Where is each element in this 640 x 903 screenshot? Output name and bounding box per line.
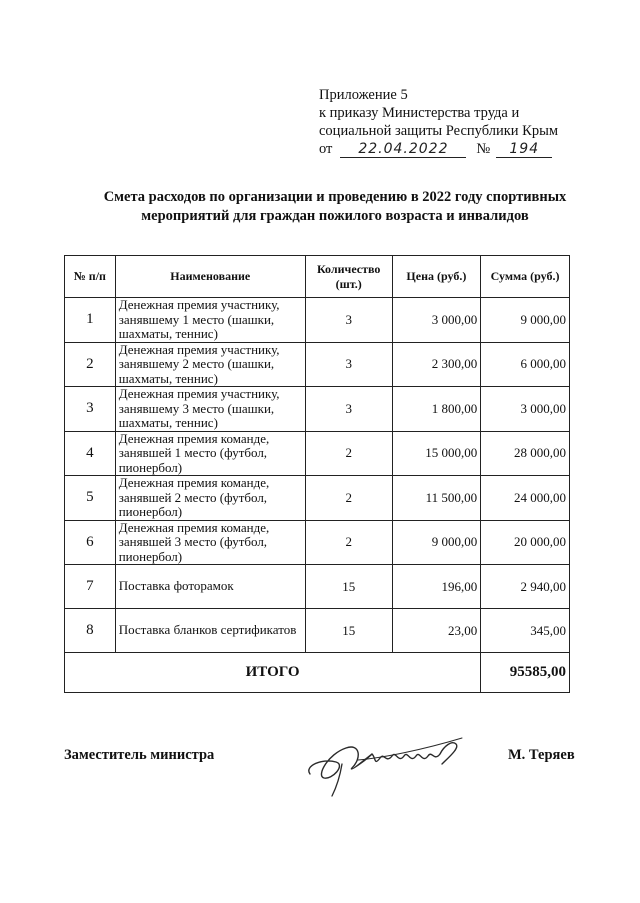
header-qty: Количество (шт.): [305, 256, 392, 298]
row-name: Денежная премия участнику, занявшему 1 место (шашки, шахматы, теннис): [115, 298, 305, 343]
row-sum: 3 000,00: [481, 387, 570, 432]
handwritten-date: 22.04.2022: [340, 141, 466, 158]
table-row: [65, 342, 570, 387]
row-name: Денежная премия участнику, занявшему 2 место (шашки, шахматы, теннис): [115, 342, 305, 387]
row-price: 9 000,00: [392, 520, 481, 565]
number-label: №: [476, 141, 491, 157]
row-qty: 2: [305, 431, 392, 476]
order-date-number-line: [319, 140, 558, 158]
signer-name: М. Теряев: [508, 747, 575, 763]
row-sum: 20 000,00: [481, 520, 570, 565]
row-qty: 2: [305, 520, 392, 565]
handwritten-signature: [302, 728, 472, 800]
total-sum: 95585,00: [481, 653, 570, 693]
header-name: Наименование: [115, 256, 305, 298]
row-name: Поставка бланков сертификатов: [115, 609, 305, 653]
title-line-1: Смета расходов по организации и проведению в 2022 году спортивных: [103, 189, 567, 205]
appendix-line-2: к приказу Министерства труда и: [319, 105, 520, 121]
row-name: Денежная премия команде, занявшей 2 место (футбол, пионербол): [115, 476, 305, 521]
row-qty: 15: [305, 609, 392, 653]
row-sum: 345,00: [481, 609, 570, 653]
table-row: [65, 476, 570, 521]
row-sum: 2 940,00: [481, 565, 570, 609]
row-sum: 6 000,00: [481, 342, 570, 387]
appendix-line-3: социальной защиты Республики Крым: [319, 123, 559, 139]
row-price: 23,00: [392, 609, 481, 653]
row-qty: 3: [305, 342, 392, 387]
signer-position: Заместитель министра: [64, 747, 215, 763]
table-row: [65, 565, 570, 609]
row-price: 196,00: [392, 565, 481, 609]
row-num: 3: [65, 387, 116, 432]
row-sum: 28 000,00: [481, 431, 570, 476]
row-sum: 24 000,00: [481, 476, 570, 521]
row-price: 3 000,00: [392, 298, 481, 343]
table-header-row: [65, 256, 570, 298]
row-qty: 3: [305, 387, 392, 432]
row-num: 7: [65, 565, 116, 609]
appendix-line-1: Приложение 5: [319, 87, 408, 103]
row-num: 8: [65, 609, 116, 653]
total-row: [65, 653, 570, 693]
row-price: 11 500,00: [392, 476, 481, 521]
row-qty: 15: [305, 565, 392, 609]
row-price: 15 000,00: [392, 431, 481, 476]
table-row: [65, 609, 570, 653]
estimate-table: [64, 255, 570, 693]
row-qty: 2: [305, 476, 392, 521]
table-row: [65, 520, 570, 565]
table-row: [65, 298, 570, 343]
row-num: 6: [65, 520, 116, 565]
from-label: от: [319, 141, 333, 157]
header-sum: Сумма (руб.): [481, 256, 570, 298]
row-num: 1: [65, 298, 116, 343]
header-num: № п/п: [65, 256, 116, 298]
row-name: Денежная премия команде, занявшей 3 место (футбол, пионербол): [115, 520, 305, 565]
row-sum: 9 000,00: [481, 298, 570, 343]
row-price: 2 300,00: [392, 342, 481, 387]
table-row: [65, 431, 570, 476]
appendix-header: [319, 86, 558, 158]
header-price: Цена (руб.): [392, 256, 481, 298]
title-line-2: мероприятий для граждан пожилого возраста и инвалидов: [141, 208, 529, 224]
row-num: 5: [65, 476, 116, 521]
row-num: 4: [65, 431, 116, 476]
row-name: Денежная премия команде, занявшей 1 место (футбол, пионербол): [115, 431, 305, 476]
document-title: [60, 188, 610, 226]
row-name: Денежная премия участнику, занявшему 3 место (шашки, шахматы, теннис): [115, 387, 305, 432]
row-qty: 3: [305, 298, 392, 343]
total-label: ИТОГО: [65, 653, 481, 693]
row-num: 2: [65, 342, 116, 387]
row-name: Поставка фоторамок: [115, 565, 305, 609]
table-row: [65, 387, 570, 432]
row-price: 1 800,00: [392, 387, 481, 432]
handwritten-order-number: 194: [496, 141, 552, 158]
